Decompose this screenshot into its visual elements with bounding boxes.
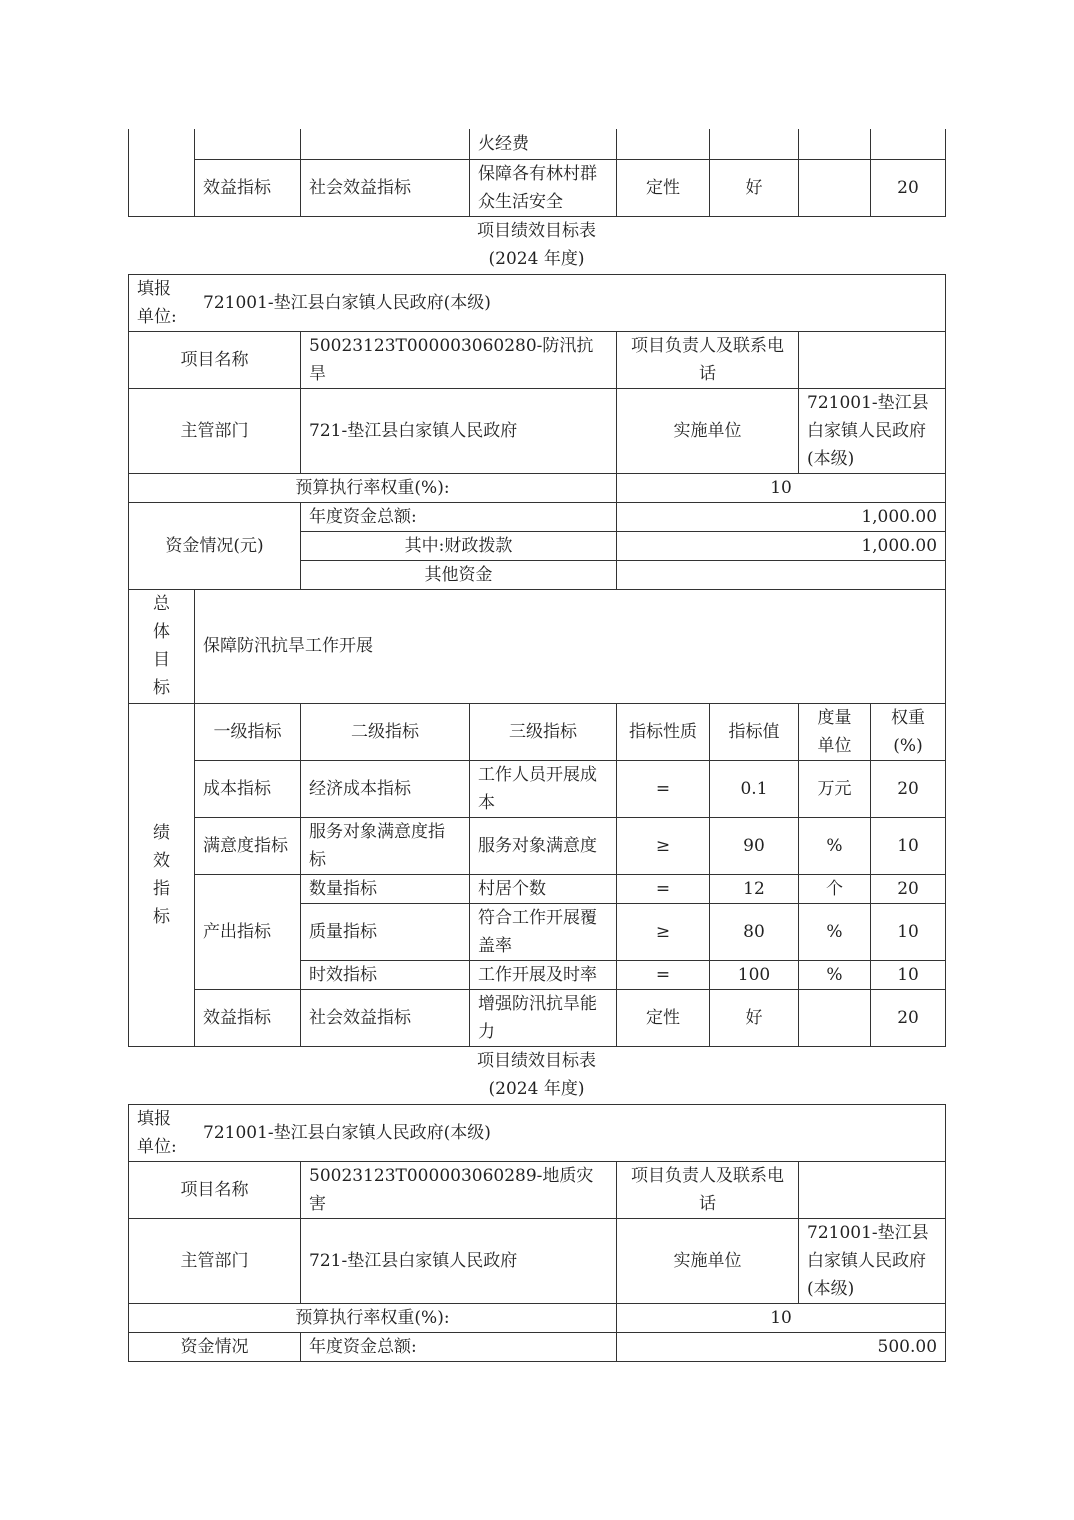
header-l3: 三级指标 [470,703,617,760]
funds-fiscal-label: 其中:财政拨款 [301,531,617,560]
document-page [128,129,945,1362]
cell-l1: 产出指标 [195,874,301,989]
cell-weight: 10 [871,817,946,874]
header-value: 指标值 [710,703,799,760]
cell-weight: 10 [871,903,946,960]
cell-unit: % [799,903,871,960]
budget-weight-value: 10 [617,473,946,502]
header-nature: 指标性质 [617,703,710,760]
impl-value: 721001-垫江县白家镇人民政府(本级) [799,1218,946,1303]
cell-l3: 服务对象满意度 [470,817,617,874]
cell-weight: 20 [871,760,946,817]
cell-unit [799,159,871,216]
header-unit: 度量单位 [799,703,871,760]
contact-value [799,331,946,388]
cell-nature: 定性 [617,989,710,1046]
contact-value [799,1161,946,1218]
cell-nature: ≥ [617,817,710,874]
table-row [129,874,946,903]
cell-l3: 增强防汛抗旱能力 [470,989,617,1046]
cell-weight: 20 [871,159,946,216]
cell-l2: 时效指标 [301,960,470,989]
impl-label: 实施单位 [617,388,799,473]
funds-total-label: 年度资金总额: [301,502,617,531]
cell [710,129,799,159]
funds-fiscal: 1,000.00 [617,531,946,560]
cell [871,129,946,159]
funds-other [617,560,946,589]
header-l1: 一级指标 [195,703,301,760]
dept-label: 主管部门 [129,1218,301,1303]
cell-weight: 20 [871,989,946,1046]
cell-value: 好 [710,159,799,216]
funds-total: 1,000.00 [617,502,946,531]
cell-value: 90 [710,817,799,874]
table-year: (2024 年度) [488,1078,585,1099]
reporter-value: 721001-垫江县白家镇人民政府(本级) [203,1122,491,1143]
cell-unit: 万元 [799,760,871,817]
dept-value: 721-垫江县白家镇人民政府 [301,388,617,473]
cell-l1: 效益指标 [195,159,301,216]
table-year: (2024 年度) [488,248,585,269]
cell-l3: 符合工作开展覆盖率 [470,903,617,960]
funds-label: 资金情况(元) [129,502,301,589]
cell-l3: 工作人员开展成本 [470,760,617,817]
cell-l2: 社会效益指标 [301,159,470,216]
cell [617,129,710,159]
cell-value: 0.1 [710,760,799,817]
cell-weight: 20 [871,874,946,903]
funds-total-label: 年度资金总额: [301,1332,617,1361]
cell-nature: 定性 [617,159,710,216]
cell-unit [799,989,871,1046]
dept-value: 721-垫江县白家镇人民政府 [301,1218,617,1303]
cell-nature: = [617,960,710,989]
cell-value: 80 [710,903,799,960]
cell-nature: ≥ [617,903,710,960]
project-name-label: 项目名称 [129,1161,301,1218]
cell-l3: 保障各有林村群众生活安全 [470,159,617,216]
cell [195,129,301,159]
impl-value: 721001-垫江县白家镇人民政府(本级) [799,388,946,473]
cell-l1: 成本指标 [195,760,301,817]
header-l2: 二级指标 [301,703,470,760]
cell-weight: 10 [871,960,946,989]
cell-nature: = [617,874,710,903]
cell-l2: 社会效益指标 [301,989,470,1046]
project-name-label: 项目名称 [129,331,301,388]
dept-label: 主管部门 [129,388,301,473]
project-name: 50023123T000003060289-地质灾害 [301,1161,617,1218]
table-caption [128,1047,945,1104]
cell-nature: = [617,760,710,817]
performance-table-1 [128,274,946,1047]
cell-value: 好 [710,989,799,1046]
goal-text: 保障防汛抗旱工作开展 [195,589,946,703]
header-weight: 权重(%) [871,703,946,760]
cell-l1: 满意度指标 [195,817,301,874]
performance-table-2 [128,1104,946,1362]
cell-l2: 经济成本指标 [301,760,470,817]
reporter-label: 填报单位: [137,1108,177,1157]
cell-l2: 质量指标 [301,903,470,960]
cell-l2: 服务对象满意度指标 [301,817,470,874]
cell-unit: % [799,960,871,989]
contact-label: 项目负责人及联系电话 [617,331,799,388]
merged-side-cell [129,129,195,216]
cell [799,129,871,159]
cell [301,129,470,159]
budget-weight-label: 预算执行率权重(%): [129,1303,617,1332]
reporter-value: 721001-垫江县白家镇人民政府(本级) [203,292,491,313]
cell-l3: 火经费 [470,129,617,159]
table-title: 项目绩效目标表 [477,220,596,241]
perf-label: 绩效指标 [129,703,195,1046]
prev-table-tail [128,129,946,217]
contact-label: 项目负责人及联系电话 [617,1161,799,1218]
project-name: 50023123T000003060280-防汛抗旱 [301,331,617,388]
cell-l1: 效益指标 [195,989,301,1046]
cell-value: 100 [710,960,799,989]
funds-total: 500.00 [617,1332,946,1361]
cell-l3: 工作开展及时率 [470,960,617,989]
table-title: 项目绩效目标表 [477,1050,596,1071]
cell-unit: 个 [799,874,871,903]
reporter-label: 填报单位: [137,278,177,327]
table-caption [128,217,945,274]
cell-l3: 村居个数 [470,874,617,903]
funds-other-label: 其他资金 [301,560,617,589]
cell-l2: 数量指标 [301,874,470,903]
budget-weight-value: 10 [617,1303,946,1332]
goal-label: 总体目标 [129,589,195,703]
cell-unit: % [799,817,871,874]
table-row [129,989,946,1046]
funds-label: 资金情况 [129,1332,301,1361]
impl-label: 实施单位 [617,1218,799,1303]
table-row [129,760,946,817]
budget-weight-label: 预算执行率权重(%): [129,473,617,502]
table-row [129,817,946,874]
cell-value: 12 [710,874,799,903]
